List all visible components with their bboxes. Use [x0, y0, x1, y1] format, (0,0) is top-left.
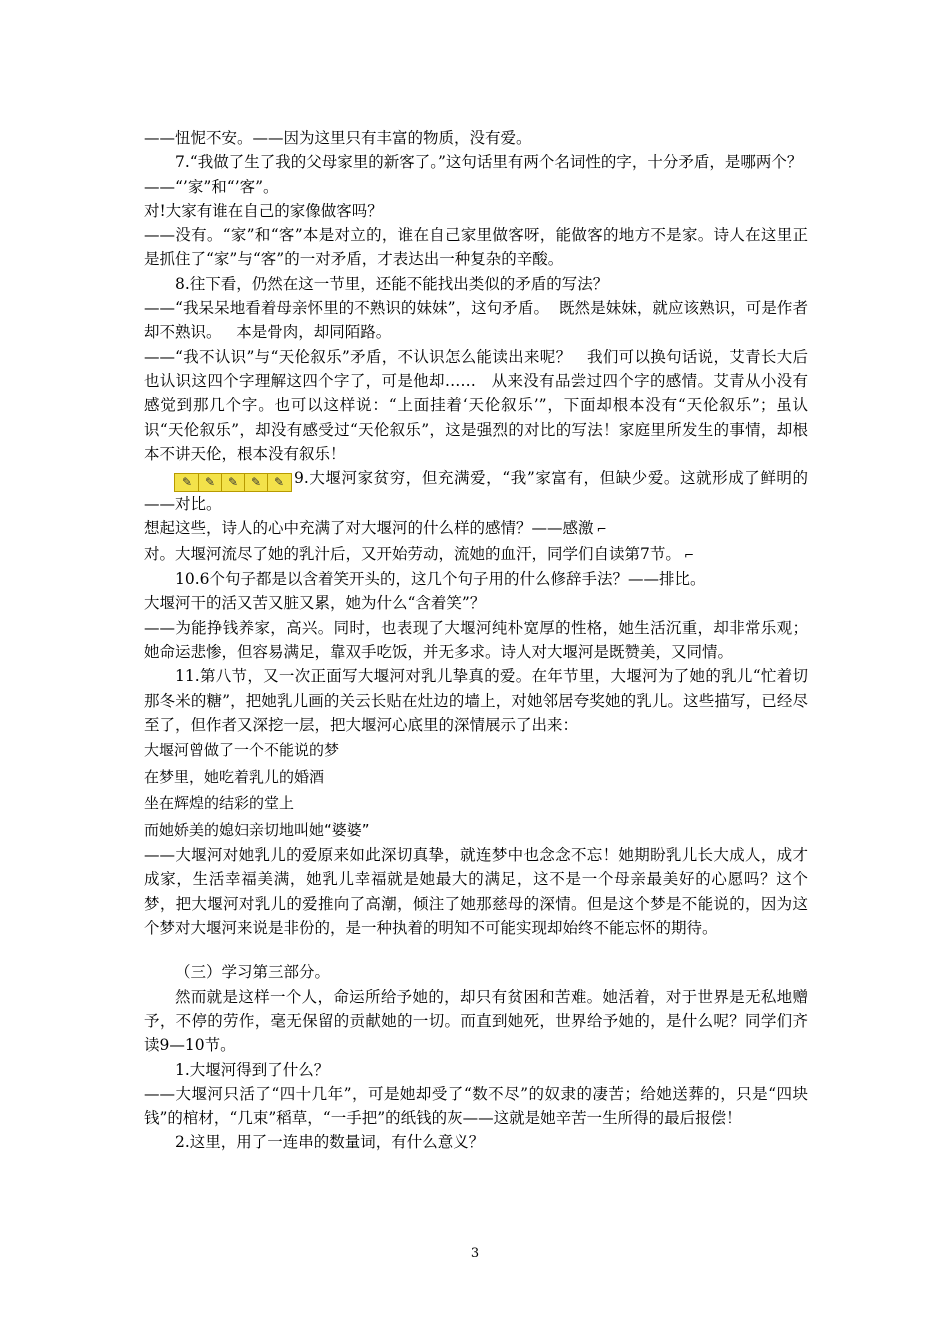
- question-1: 1.大堰河得到了什么？: [175, 1060, 330, 1079]
- edit-mark-icon: ⌐: [596, 522, 607, 537]
- paragraph: 大堰河干的活又苦又脏又累，她为什么“含着笑”？: [144, 594, 486, 613]
- paragraph: ——忸怩不安。——因为这里只有丰富的物质，没有爱。: [144, 129, 532, 147]
- answer-paragraph: ——大堰河对她乳儿的爱原来如此深切真挚，就连梦中也念念不忘！她期盼乳儿长大成人，成才成家，生活幸福美满，她乳儿幸福就是她最大的满足，这不是一个母亲最美好的心愿吗？这个梦，把大堰河对乳儿的爱推向了高潮，倾注了她那慈母的深情。但是这个梦是不能说的，因为这个梦对大堰河来说是非份的，是一种执着的明知不可能实现却始终不能忘怀的期待。: [144, 846, 808, 938]
- pencil-icon: ✎: [199, 474, 222, 491]
- pencil-icon-strip: [174, 473, 292, 492]
- paragraph: [144, 542, 808, 567]
- paragraph-text: 想起这些，诗人的心中充满了对大堰河的什么样的感情？——感激: [144, 519, 594, 538]
- pencil-icon: ✎: [222, 474, 245, 491]
- answer-line: ——“’家”和“’客”。: [144, 177, 279, 196]
- question-9: [144, 466, 808, 516]
- edit-mark-icon: ⌐: [683, 547, 694, 562]
- poem-line: 坐在辉煌的结彩的堂上: [144, 794, 295, 813]
- section-heading: （三）学习第三部分。: [175, 963, 331, 982]
- page-number: 3: [470, 1246, 480, 1261]
- document-body: [144, 126, 808, 1155]
- paragraph: [144, 516, 808, 541]
- answer-paragraph: ——“我不认识”与“天伦叙乐”矛盾，不认识怎么能读出来呢？ 我们可以换句话说，艾青长大后也认识这四个字理解这四个字了，可是他却…… 从来没有品尝过四个字的感情。艾青从小没有感觉到那几个字。也可以这样说：“上面挂着‘天伦叙乐’”，下面却根本没有“天伦叙乐”；虽认识“天伦叙乐”，却没有感受过“天伦叙乐”，这是强烈的对比的写法！家庭里所发生的事情，却根本不讲天伦，根本没有叙乐！: [144, 347, 808, 463]
- answer-paragraph: ——没有。“家”和“客”本是对立的，谁在自己家里做客呀，能做客的地方不是家。诗人在这里正是抓住了“家”与“客”的一对矛盾，才表达出一种复杂的辛酸。: [144, 226, 808, 269]
- answer-paragraph: ——为能挣钱养家，高兴。同时，也表现了大堰河纯朴宽厚的性格，她生活沉重，却非常乐观；她命运悲惨，但容易满足，靠双手吃饭，并无多求。诗人对大堰河是既赞美，又同情。: [144, 618, 808, 661]
- answer-paragraph: ——大堰河只活了“四十几年”，可是她却受了“数不尽”的奴隶的凄苦；给她送葬的，只是“四块钱”的棺材，“几束”稻草，“一手把”的纸钱的灰——这就是她辛苦一生所得的最后报偿！: [144, 1084, 808, 1128]
- poem-line: 而她娇美的媳妇亲切地叫她“婆婆”: [144, 820, 370, 839]
- poem-line: 大堰河曾做了一个不能说的梦: [144, 741, 340, 760]
- question-8: 8.往下看，仍然在这一节里，还能不能找出类似的矛盾的写法？: [175, 274, 609, 293]
- question-10: 10.6个句子都是以含着笑开头的，这几个句子用的什么修辞手法？——排比。: [175, 570, 706, 589]
- pencil-icon: ✎: [273, 475, 285, 490]
- paragraph-text: 对。大堰河流尽了她的乳汁后，又开始劳动，流她的血汗，同学们自读第7节。: [144, 544, 681, 563]
- pencil-icon: ✎: [245, 474, 268, 491]
- question-7: 7.“我做了生了我的父母家里的新客了。”这句话里有两个名词性的字，十分矛盾，是哪两个？: [175, 153, 803, 172]
- answer-paragraph: ——“我呆呆地看着母亲怀里的不熟识的妹妹”，这句矛盾。 既然是妹妹，就应该熟识，可是作者却不熟识。 本是骨肉，却同陌路。: [144, 299, 808, 342]
- question-2: 2.这里，用了一连串的数量词，有什么意义？: [175, 1133, 485, 1152]
- question-9-text: 9.大堰河家贫穷，但充满爱，“我”家富有，但缺少爱。这就形成了鲜明的——对比。: [144, 469, 808, 514]
- pencil-icon: ✎: [176, 474, 199, 491]
- question-11: 11.第八节，又一次正面写大堰河对乳儿挚真的爱。在年节里，大堰河为了她的乳儿“忙着切那冬米的糖”，把她乳儿画的关云长贴在灶边的墙上，对她邻居夸奖她的乳儿。这些描写，已经尽至了，但作者又深挖一层，把大堰河心底里的深情展示了出来：: [144, 667, 808, 734]
- poem-line: 在梦里，她吃着乳儿的婚酒: [144, 767, 325, 786]
- poem-quote: [144, 737, 808, 843]
- paragraph: 对!大家有谁在自己的家像做客吗？: [144, 201, 383, 220]
- spacer: [144, 940, 808, 960]
- paragraph: 然而就是这样一个人，命运所给予她的，却只有贫困和苦难。她活着，对于世界是无私地赠予，不停的劳作，毫无保留的贡献她的一切。而直到她死，世界给予她的，是什么呢？同学们齐读9—10节。: [144, 987, 808, 1055]
